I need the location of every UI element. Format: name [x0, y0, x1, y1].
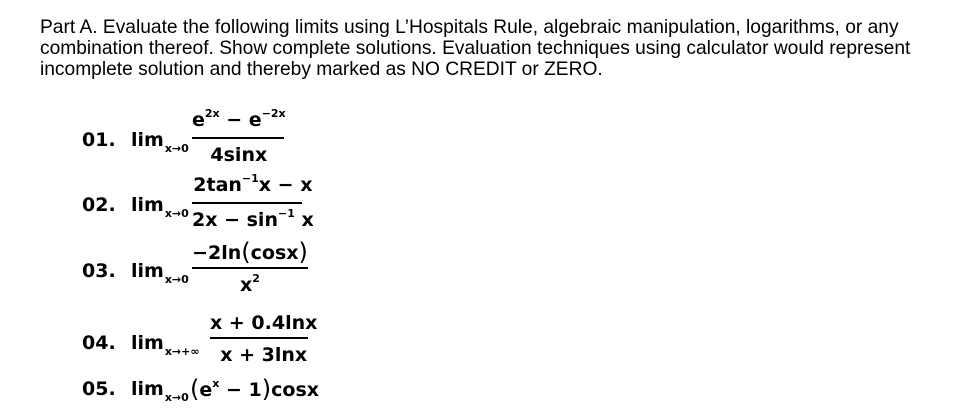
numerator: $e^{2x} - e^{-2x}$	[192, 107, 286, 131]
problem-number: 03.	[82, 260, 116, 282]
fraction	[210, 312, 317, 366]
numerator: x + 0.4lnx	[210, 312, 318, 334]
denominator: $x^2$	[240, 271, 260, 296]
limit-operator: $\lim_{x\to 0}$	[131, 129, 189, 155]
problem-number: 04.	[82, 332, 116, 354]
instructions-paragraph	[40, 17, 940, 80]
problem-number: 02.	[82, 194, 116, 216]
problem-number: 01.	[82, 129, 116, 151]
limit-operator: $\lim_{x\to 0}$	[131, 194, 189, 220]
instructions-line-3: incomplete solution and thereby marked as NO CREDIT or ZERO.	[40, 59, 603, 80]
fraction-bar	[210, 337, 308, 339]
fraction-bar	[192, 202, 302, 204]
fraction-bar	[192, 137, 284, 139]
denominator: x + 3lnx	[220, 343, 308, 366]
problem-number: 05.	[82, 378, 116, 400]
instructions-line-1: Part A. Evaluate the following limits using L’Hospitals Rule, algebraic manipulation, logarithms, or any	[40, 17, 899, 38]
expression: $(e^x - 1)\cos x$	[190, 375, 320, 403]
limit-operator: $\lim_{x\to 0}$	[131, 260, 189, 286]
numerator: $2\tan^{-1}x - x$	[193, 172, 313, 196]
fraction-bar	[192, 267, 308, 269]
numerator: −2ln(cosx)	[192, 238, 308, 266]
fraction	[192, 240, 308, 299]
denominator: $2x - \sin^{-1} x$	[192, 206, 314, 231]
denominator: 4sinx	[210, 143, 268, 166]
fraction	[192, 174, 314, 234]
limit-operator: $\lim_{x\to 0}$	[131, 378, 189, 404]
instructions-line-2: combination thereof. Show complete solutions. Evaluation techniques using calculator would represent	[40, 38, 911, 59]
fraction	[192, 109, 286, 166]
limit-operator: $\lim_{x\to+\infty}$	[131, 332, 200, 358]
